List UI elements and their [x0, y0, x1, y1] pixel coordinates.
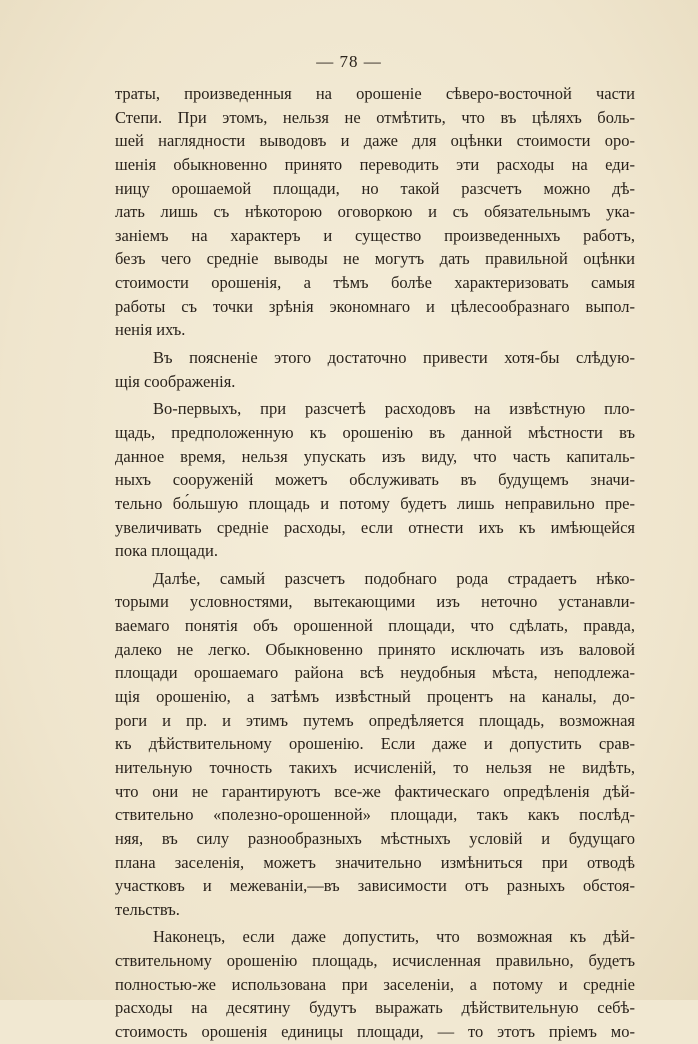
text-line: участковъ и межеваніи,—въ зависимости отъ разныхъ обстоя- — [115, 876, 635, 896]
text-line: щія соображенія. — [115, 371, 236, 391]
text-line: торыми условностями, вытекающими изъ неточно устанавли- — [115, 592, 635, 612]
text-line: тельствъ. — [115, 899, 180, 919]
text-line: лать лишь съ нѣкоторою оговоркою и съ обязательнымъ ука- — [115, 202, 635, 222]
paragraph-4 — [115, 567, 635, 922]
text-line: ныхъ сооруженій можетъ обслуживать въ будущемъ значи- — [115, 470, 635, 490]
text-line: Далѣе, самый разсчетъ подобнаго рода страдаетъ нѣко- — [153, 568, 635, 588]
text-line: няя, въ силу разнообразныхъ мѣстныхъ условій и будущаго — [115, 828, 635, 848]
text-line: ненія ихъ. — [115, 320, 186, 340]
text-line: щія орошенію, а затѣмъ извѣстный процентъ на каналы, до- — [115, 687, 635, 707]
text-line: увеличивать средніе расходы, если отнести ихъ къ имѣющейся — [115, 517, 635, 537]
text-line: ницу орошаемой площади, но такой разсчетъ можно дѣ- — [115, 178, 635, 198]
text-line: нительную точность такихъ исчисленій, то нельзя не видѣть, — [115, 757, 635, 777]
text-line: ствительному орошенію площадь, исчисленная правильно, будетъ — [115, 951, 635, 971]
paragraph-1 — [115, 82, 635, 342]
text-line: что они не гарантируютъ все-же фактическаго опредѣленія дѣй- — [115, 781, 635, 801]
text-line: къ дѣйствительному орошенію. Если даже и допустить срав- — [115, 734, 635, 754]
paragraph-2 — [115, 346, 635, 393]
page-number: — 78 — — [316, 52, 382, 71]
text-line: тельно бо́льшую площадь и потому будетъ лишь неправильно пре- — [115, 493, 635, 513]
text-line: Степи. При этомъ, нельзя не отмѣтить, что въ цѣляхъ боль- — [115, 107, 635, 127]
text-line: заніемъ на характеръ и существо произведенныхъ работъ, — [115, 225, 635, 245]
text-line: площади орошаемаго района всѣ неудобныя мѣста, неподлежа- — [115, 663, 635, 683]
text-line: стоимости орошенія, а тѣмъ болѣе характеризовать самыя — [115, 273, 635, 293]
text-line: расходы на десятину будутъ выражать дѣйствительную себѣ- — [115, 998, 635, 1018]
paragraph-5 — [115, 925, 635, 1043]
text-line: шенія обыкновенно принято переводить эти расходы на еди- — [115, 154, 635, 174]
body-text — [115, 82, 635, 1044]
text-line: плана заселенія, можетъ значительно измѣниться при отводѣ — [115, 852, 635, 872]
text-line: полностью-же использована при заселеніи, а потому и средніе — [115, 974, 635, 994]
text-line: роги и пр. и этимъ путемъ опредѣляется площадь, возможная — [115, 710, 635, 730]
text-line: стоимость орошенія единицы площади, — то этотъ пріемъ мо- — [115, 1021, 635, 1041]
text-line: пока площади. — [115, 541, 218, 561]
text-line: траты, произведенныя на орошеніе сѣверо-восточной части — [115, 84, 635, 103]
text-line: Во-первыхъ, при разсчетѣ расходовъ на извѣстную пло- — [153, 399, 635, 419]
text-line: ваемаго понятія объ орошенной площади, что сдѣлать, правда, — [115, 616, 635, 636]
text-line: работы съ точки зрѣнія экономнаго и цѣлесообразнаго выпол- — [115, 296, 635, 316]
text-line: далеко не легко. Обыкновенно принято исключать изъ валовой — [115, 639, 635, 659]
text-line: щадь, предположенную къ орошенію въ данной мѣстности въ — [115, 422, 635, 442]
text-line: ствительно «полезно-орошенной» площади, такъ какъ послѣд- — [115, 805, 635, 825]
paragraph-3 — [115, 397, 635, 562]
text-line: шей наглядности выводовъ и даже для оцѣнки стоимости оро- — [115, 131, 635, 151]
text-line: Наконецъ, если даже допустить, что возможная къ дѣй- — [153, 927, 635, 947]
text-line: безъ чего средніе выводы не могутъ дать правильной оцѣнки — [115, 249, 635, 269]
text-line: данное время, нельзя упускать изъ виду, что часть капиталь- — [115, 446, 635, 466]
text-line: Въ поясненіе этого достаточно привести хотя-бы слѣдую- — [153, 348, 635, 368]
